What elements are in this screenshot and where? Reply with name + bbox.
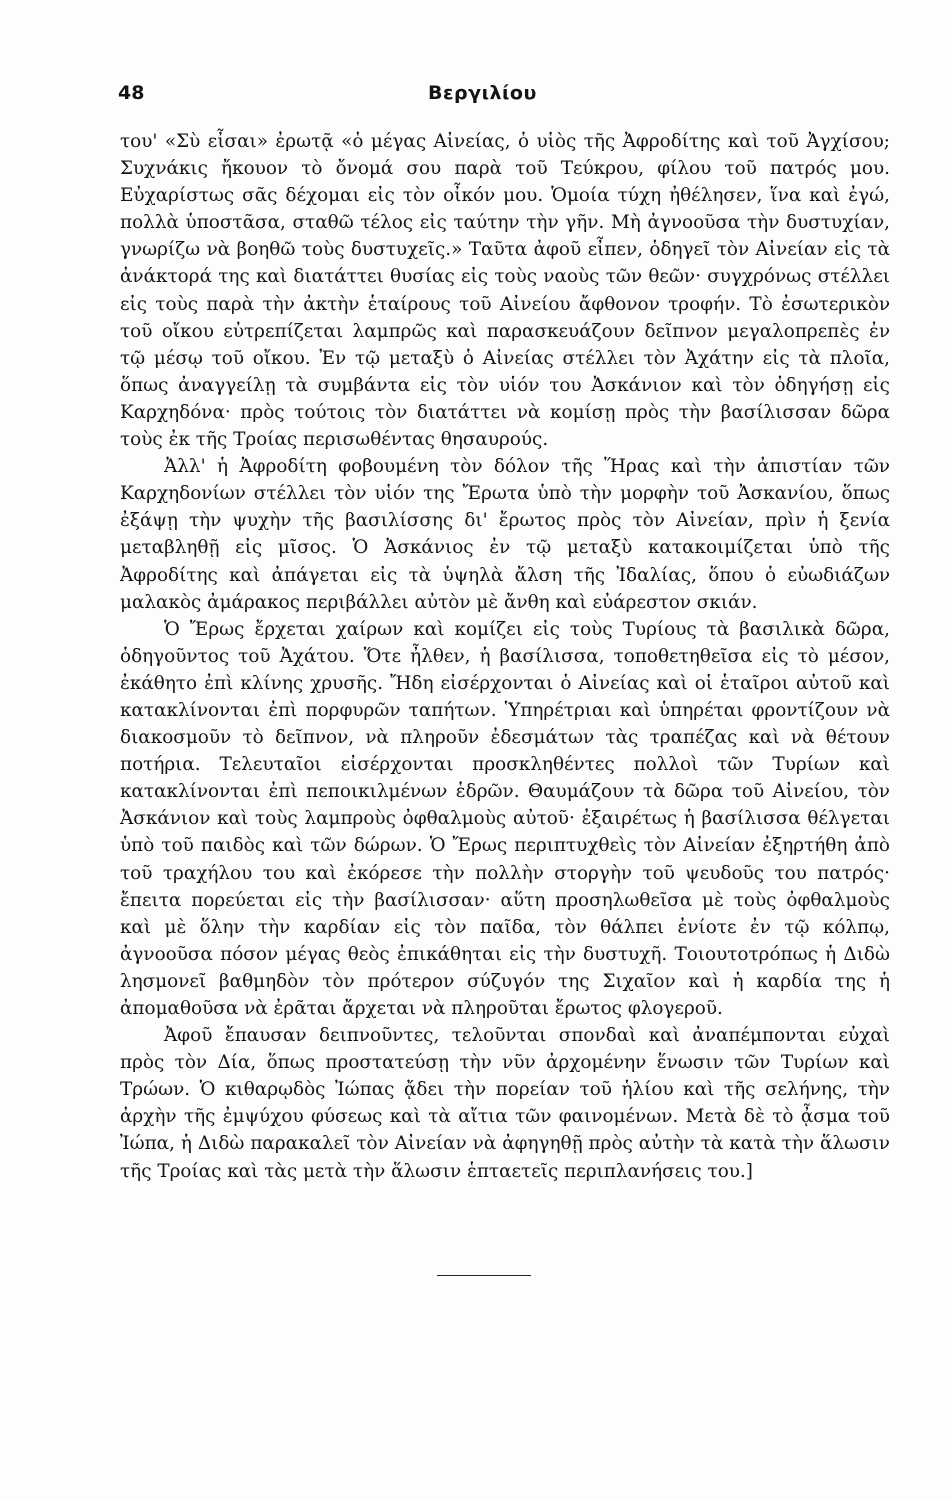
running-title: Βεργιλίου	[428, 82, 537, 104]
paragraph: Ἀφοῦ ἔπαυσαν δειπνοῦντες, τελοῦνται σπονδαὶ καὶ ἀναπέμπονται εὐχαὶ πρὸς τὸν Δία, ὅπως προστατεύσῃ τὴν νῦν ἀρχομένην ἕνωσιν τῶν Τυρίων καὶ Τρώων. Ὁ κιθαρῳδὸς Ἰώπας ᾄδει τὴν πορείαν τοῦ ἡλίου καὶ τῆς σελήνης, τὴν ἀρχὴν τῆς ἐμψύχου φύσεως καὶ τὰ αἴτια τῶν φαινομένων. Μετὰ δὲ τὸ ᾆσμα τοῦ Ἰώπα, ἡ Διδὼ παρακαλεῖ τὸν Αἰνείαν νὰ ἀφηγηθῇ πρὸς αὐτὴν τὰ κατὰ τὴν ἅλωσιν τῆς Τροίας καὶ τὰς μετὰ τὴν ἅλωσιν ἑπταετεῖς περιπλανήσεις του.]	[120, 1025, 890, 1182]
page-header	[118, 82, 891, 112]
page-number: 48	[118, 82, 145, 104]
section-divider	[437, 1275, 531, 1276]
body-text	[120, 128, 890, 1185]
paragraph: Ἀλλ' ἡ Ἀφροδίτη φοβουμένη τὸν δόλον τῆς Ἥρας καὶ τὴν ἀπιστίαν τῶν Καρχηδονίων στέλλει τὸν υἱόν της Ἔρωτα ὑπὸ τὴν μορφὴν τοῦ Ἀσκανίου, ὅπως ἐξάψῃ τὴν ψυχὴν τῆς βασιλίσσης δι' ἔρωτος πρὸς τὸν Αἰνείαν, πρὶν ἡ ξενία μεταβληθῇ εἰς μῖσος. Ὁ Ἀσκάνιος ἐν τῷ μεταξὺ κατακοιμίζεται ὑπὸ τῆς Ἀφροδίτης καὶ ἀπάγεται εἰς τὰ ὑψηλὰ ἄλση τῆς Ἰδαλίας, ὅπου ὁ εὐωδιάζων μαλακὸς ἀμάρακος περιβάλλει αὐτὸν μὲ ἄνθη καὶ εὐάρεστον σκιάν.	[120, 456, 890, 613]
paragraph: του' «Σὺ εἶσαι» ἐρωτᾷ «ὁ μέγας Αἰνείας, ὁ υἱὸς τῆς Ἀφροδίτης καὶ τοῦ Ἀγχίσου; Συχνάκις ἤκουον τὸ ὄνομά σου παρὰ τοῦ Τεύκρου, φίλου τοῦ πατρός μου. Εὐχαρίστως σᾶς δέχομαι εἰς τὸν οἶκόν μου. Ὁμοία τύχη ἠθέλησεν, ἵνα καὶ ἐγώ, πολλὰ ὑποστᾶσα, σταθῶ τέλος εἰς ταύτην τὴν γῆν. Μὴ ἀγνοοῦσα τὴν δυστυχίαν, γνωρίζω νὰ βοηθῶ τοὺς δυστυχεῖς.» Ταῦτα ἀφοῦ εἶπεν, ὁδηγεῖ τὸν Αἰνείαν εἰς τὰ ἀνάκτορά της καὶ διατάττει θυσίας εἰς τοὺς ναοὺς τῶν θεῶν· συγχρόνως στέλλει εἰς τοὺς παρὰ τὴν ἀκτὴν ἑταίρους τοῦ Αἰνείου ἄφθονον τροφήν. Τὸ ἐσωτερικὸν τοῦ οἴκου εὐτρεπίζεται λαμπρῶς καὶ παρασκευάζουν δεῖπνον μεγαλοπρεπὲς ἐν τῷ μέσῳ τοῦ οἴκου. Ἐν τῷ μεταξὺ ὁ Αἰνείας στέλλει τὸν Ἀχάτην εἰς τὰ πλοῖα, ὅπως ἀναγγείλῃ τὰ συμβάντα εἰς τὸν υἱόν του Ἀσκάνιον καὶ τὸν ὁδηγήσῃ εἰς Καρχηδόνα· πρὸς τούτοις τὸν διατάττει νὰ κομίσῃ πρὸς τὴν βασίλισσαν δῶρα τοὺς ἐκ τῆς Τροίας περισωθέντας θησαυρούς.	[120, 131, 890, 451]
paragraph: Ὁ Ἔρως ἔρχεται χαίρων καὶ κομίζει εἰς τοὺς Τυρίους τὰ βασιλικὰ δῶρα, ὁδηγοῦντος τοῦ Ἀχάτου. Ὅτε ἦλθεν, ἡ βασίλισσα, τοποθετηθεῖσα εἰς τὸ μέσον, ἐκάθητο ἐπὶ κλίνης χρυσῆς. Ἤδη εἰσέρχονται ὁ Αἰνείας καὶ οἱ ἑταῖροι αὐτοῦ καὶ κατακλίνονται ἐπὶ πορφυρῶν ταπήτων. Ὑπηρέτριαι καὶ ὑπηρέται φροντίζουν νὰ διακοσμοῦν τὸ δεῖπνον, νὰ πληροῦν ἐδεσμάτων τὰς τραπέζας καὶ νὰ θέτουν ποτήρια. Τελευταῖοι εἰσέρχονται προσκληθέντες πολλοὶ τῶν Τυρίων καὶ κατακλίνονται ἐπὶ πεποικιλμένων ἑδρῶν. Θαυμάζουν τὰ δῶρα τοῦ Αἰνείου, τὸν Ἀσκάνιον καὶ τοὺς λαμπροὺς ὀφθαλμοὺς αὐτοῦ· ἐξαιρέτως ἡ βασίλισσα θέλγεται ὑπὸ τοῦ παιδὸς καὶ τῶν δώρων. Ὁ Ἔρως περιπτυχθεὶς τὸν Αἰνείαν ἐξηρτήθη ἀπὸ τοῦ τραχήλου του καὶ ἐκόρεσε τὴν πολλὴν στοργὴν τοῦ ψευδοῦς του πατρός· ἔπειτα πορεύεται εἰς τὴν βασίλισσαν· αὕτη προσηλωθεῖσα μὲ τοὺς ὀφθαλμοὺς καὶ μὲ ὅλην τὴν καρδίαν εἰς τὸν παῖδα, τὸν θάλπει ἐνίοτε ἐν τῷ κόλπῳ, ἀγνοοῦσα πόσον μέγας θεὸς ἐπικάθηται εἰς τὴν δυστυχῆ. Τοιουτοτρόπως ἡ Διδὼ λησμονεῖ βαθμηδὸν τὸν πρότερον σύζυγόν της Σιχαῖον καὶ ἡ καρδία της ἡ ἀπομαθοῦσα νὰ ἐρᾶται ἄρχεται νὰ πληροῦται ἔρωτος φλογεροῦ.	[120, 618, 890, 1019]
